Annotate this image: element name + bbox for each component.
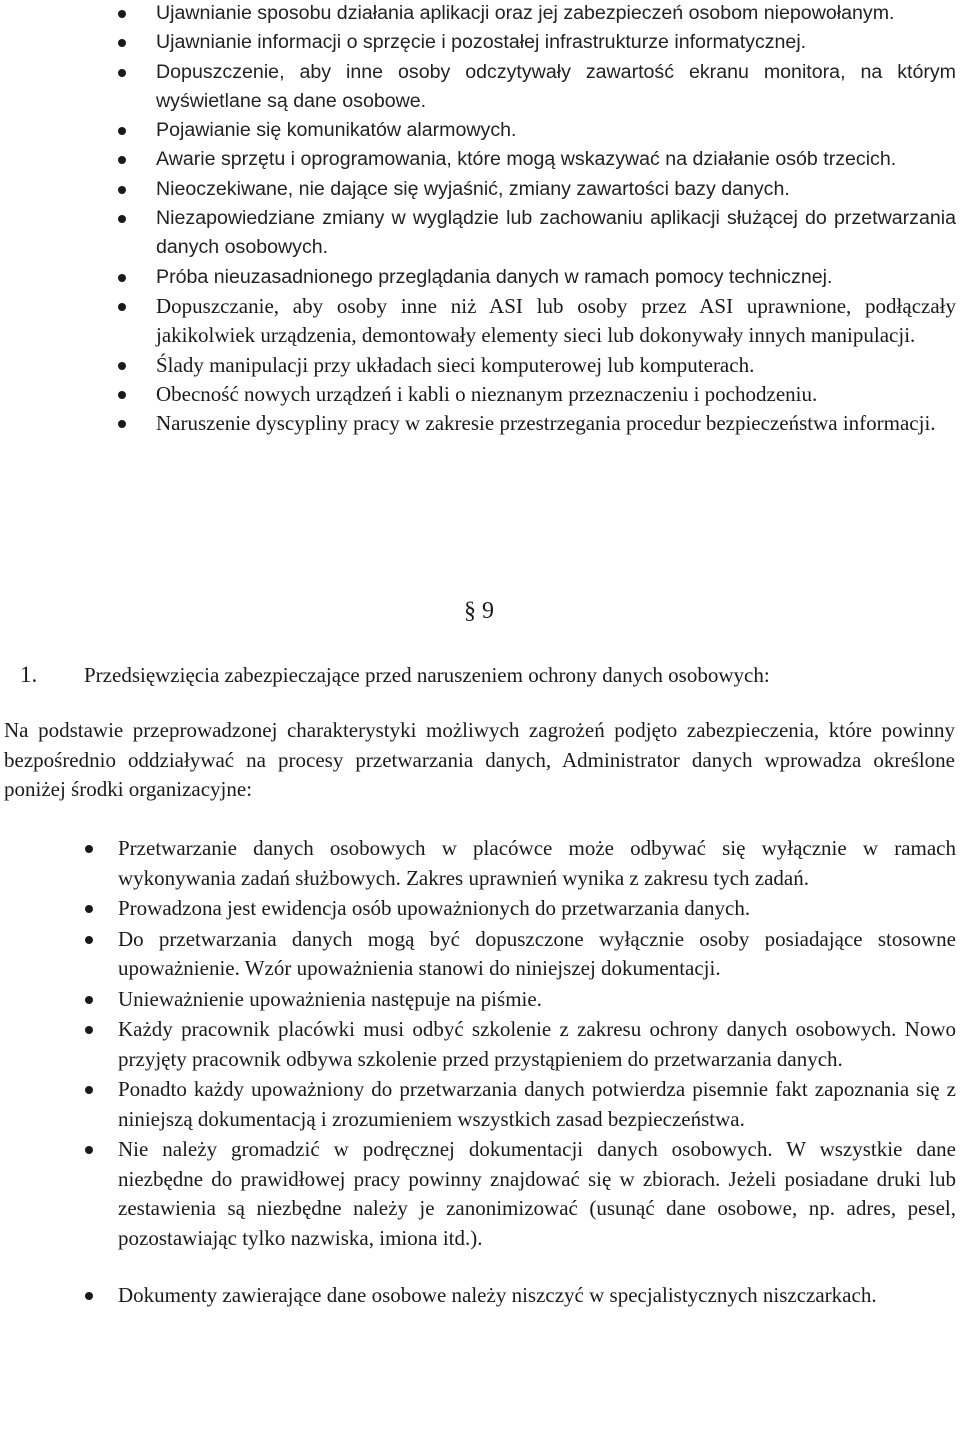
list-item: Ślady manipulacji przy układach sieci komputerowej lub komputerach.	[156, 351, 956, 380]
bullet-icon	[118, 274, 126, 282]
list-item: Próba nieuzasadnionego przeglądania danych w ramach pomocy technicznej.	[156, 263, 956, 292]
list-item: Przetwarzanie danych osobowych w placówce może odbywać się wyłącznie w ramach wykonywania zadań służbowych. Zakres uprawnień wynika z zakresu tych zadań.	[118, 834, 956, 893]
bullet-icon	[118, 156, 126, 164]
bullet-icon	[118, 391, 126, 399]
bullet-icon	[118, 215, 126, 223]
list-item: Do przetwarzania danych mogą być dopuszczone wyłącznie osoby posiadające stosowne upoważnienie. Wzór upoważnienia stanowi do niniejszej dokumentacji.	[118, 925, 956, 984]
list-item: Nieoczekiwane, nie dające się wyjaśnić, zmiany zawartości bazy danych.	[156, 175, 956, 204]
list-item: Naruszenie dyscypliny pracy w zakresie przestrzegania procedur bezpieczeństwa informacji.	[156, 409, 956, 438]
bullet-icon	[85, 1086, 93, 1094]
bullet-icon	[85, 996, 93, 1004]
bullet-icon	[118, 362, 126, 370]
intro-paragraph: Na podstawie przeprowadzonej charakterystyki możliwych zagrożeń podjęto zabezpieczenia, które powinny bezpośrednio oddziaływać na procesy przetwarzania danych, Administrator danych wprowadza określone poniżej środki organizacyjne:	[4, 718, 955, 801]
bullet-icon	[85, 905, 93, 913]
section-mark: § 9	[464, 598, 494, 624]
bullet-icon	[118, 69, 126, 77]
list-item: Unieważnienie upoważnienia następuje na piśmie.	[118, 985, 956, 1015]
list-item: Obecność nowych urządzeń i kabli o nieznanym przeznaczeniu i pochodzeniu.	[156, 380, 956, 409]
list-item: Ujawnianie informacji o sprzęcie i pozostałej infrastrukturze informatycznej.	[156, 28, 956, 57]
section-heading	[20, 660, 950, 690]
threat-list	[156, 0, 956, 438]
list-item: Awarie sprzętu i oprogramowania, które mogą wskazywać na działanie osób trzecich.	[156, 145, 956, 174]
bullet-icon	[85, 1292, 93, 1300]
bullet-icon	[85, 936, 93, 944]
bullet-icon	[118, 186, 126, 194]
bullet-icon	[85, 1026, 93, 1034]
bullet-icon	[118, 10, 126, 18]
list-item: Ujawnianie sposobu działania aplikacji oraz jej zabezpieczeń osobom niepowołanym.	[156, 0, 956, 28]
section-heading-number: 1.	[20, 662, 38, 687]
list-item: Dopuszczanie, aby osoby inne niż ASI lub osoby przez ASI uprawnione, podłączały jakikolwiek urządzenia, demontowały elementy sieci lub dokonywały innych manipulacji.	[156, 292, 956, 351]
list-item: Dopuszczenie, aby inne osoby odczytywały zawartość ekranu monitora, na którym wyświetlane są dane osobowe.	[156, 58, 956, 117]
bullet-icon	[118, 420, 126, 428]
measures-list	[118, 834, 956, 1312]
bullet-icon	[118, 303, 126, 311]
list-item: Ponadto każdy upoważniony do przetwarzania danych potwierdza pisemnie fakt zapoznania się z niniejszą dokumentacją i zrozumieniem wszystkich zasad bezpieczeństwa.	[118, 1075, 956, 1134]
bullet-icon	[85, 845, 93, 853]
list-item: Prowadzona jest ewidencja osób upoważnionych do przetwarzania danych.	[118, 894, 956, 924]
bullet-icon	[118, 127, 126, 135]
list-item: Pojawianie się komunikatów alarmowych.	[156, 116, 956, 145]
list-item: Niezapowiedziane zmiany w wyglądzie lub zachowaniu aplikacji służącej do przetwarzania danych osobowych.	[156, 204, 956, 263]
list-item: Każdy pracownik placówki musi odbyć szkolenie z zakresu ochrony danych osobowych. Nowo przyjęty pracownik odbywa szkolenie przed przystąpieniem do przetwarzania danych.	[118, 1015, 956, 1074]
list-item: Dokumenty zawierające dane osobowe należy niszczyć w specjalistycznych niszczarkach.	[118, 1281, 956, 1311]
list-item: Nie należy gromadzić w podręcznej dokumentacji danych osobowych. W wszystkie dane niezbędne do prawidłowej pracy powinny znajdować się w zbiorach. Jeżeli posiadane druki lub zestawienia są niezbędne należy je zanonimizować (usunąć dane osobowe, np. adres, pesel, pozostawiając tylko nazwiska, imiona itd.).	[118, 1135, 956, 1253]
bullet-icon	[85, 1146, 93, 1154]
bullet-icon	[118, 39, 126, 47]
section-heading-text: Przedsięwzięcia zabezpieczające przed naruszeniem ochrony danych osobowych:	[84, 663, 770, 687]
